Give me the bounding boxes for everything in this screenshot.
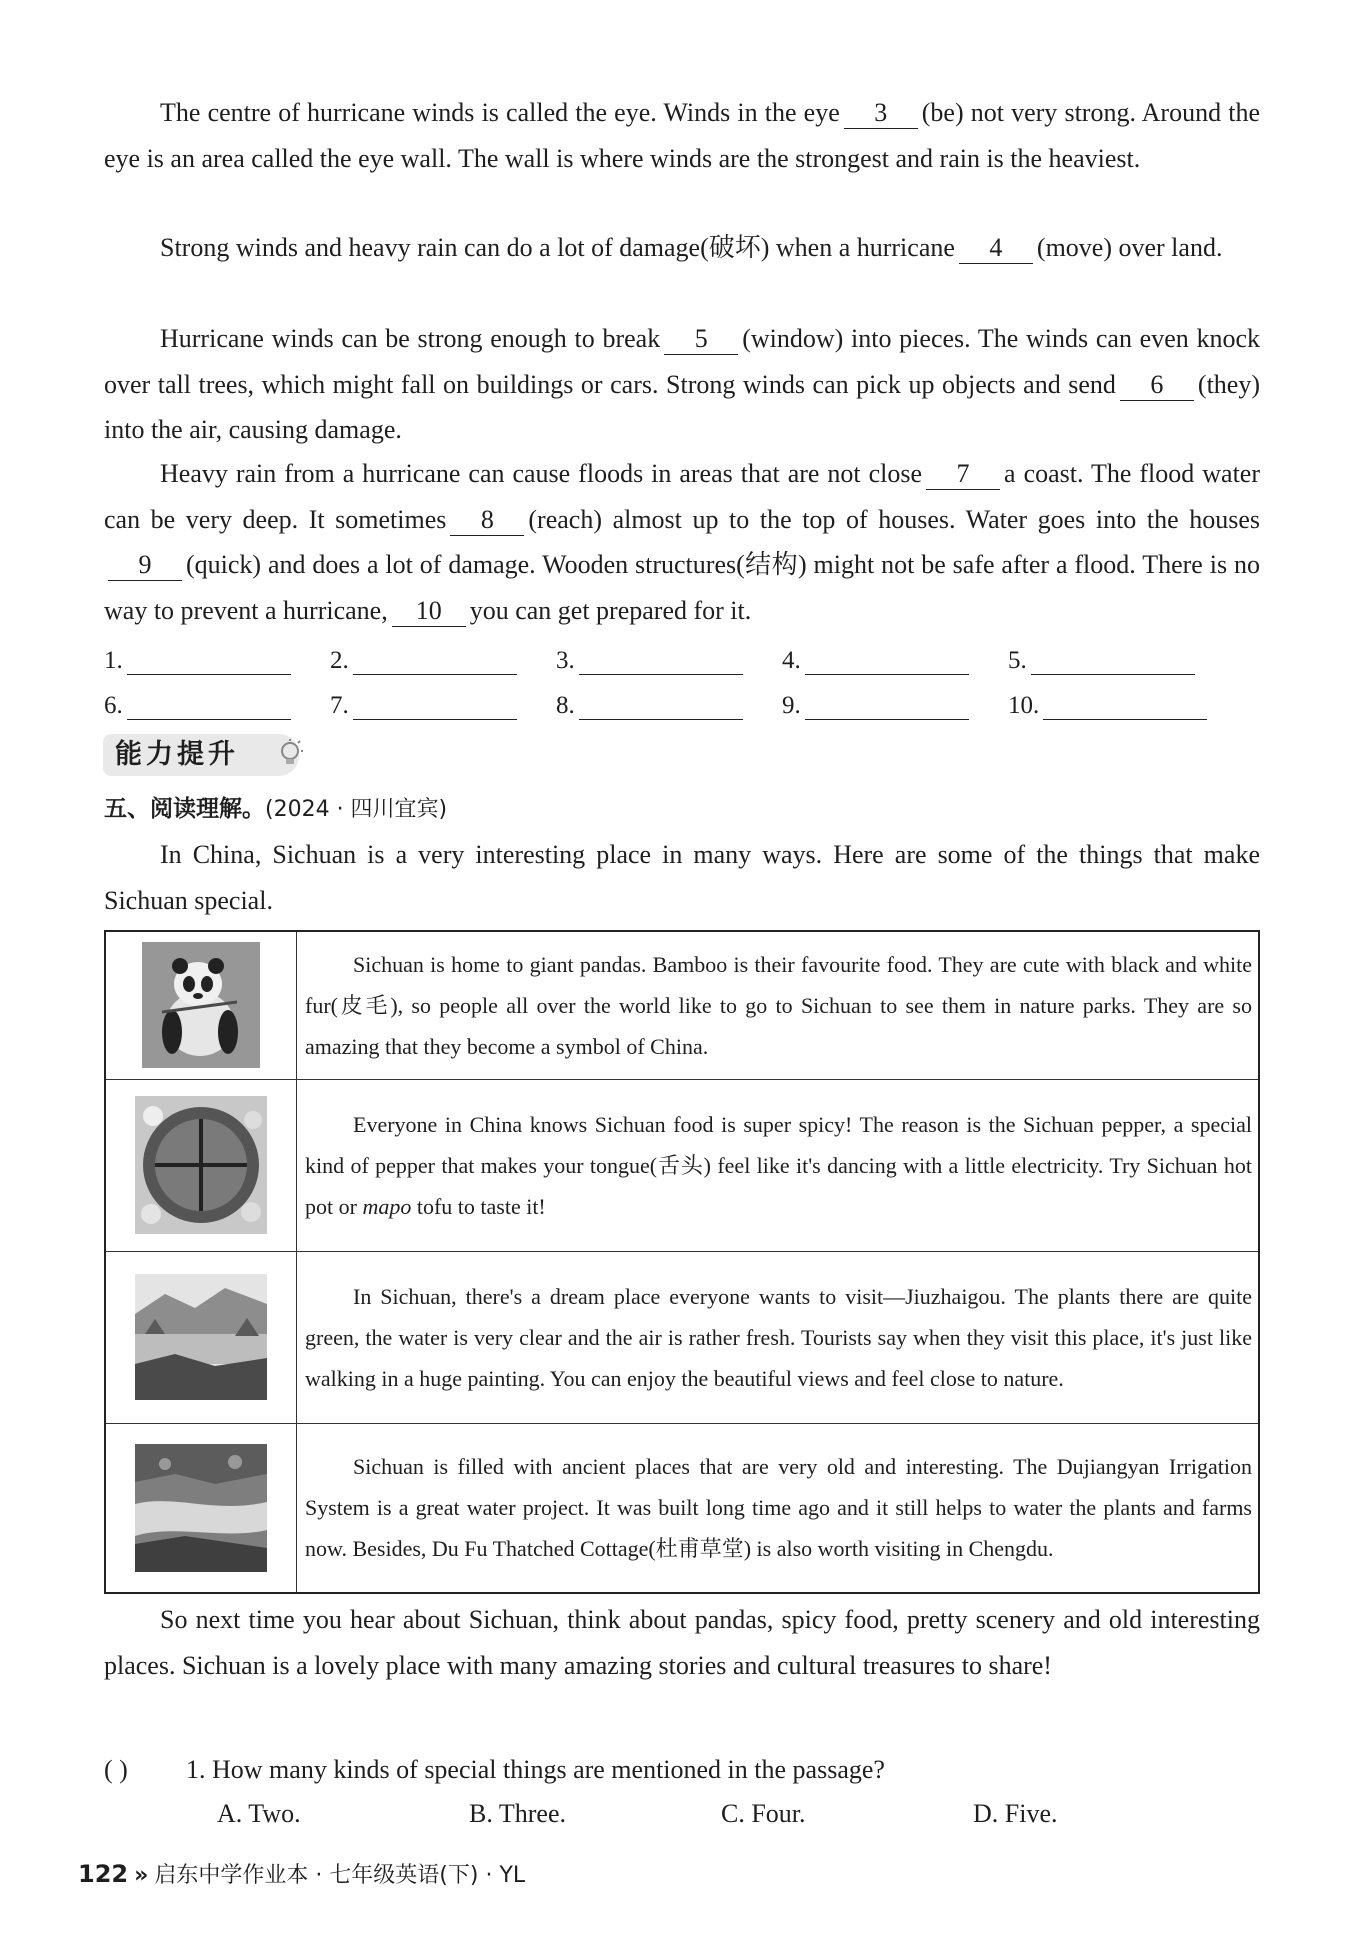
blank-3: 3 [844, 98, 918, 129]
option-d[interactable]: D. Five. [973, 1799, 1058, 1828]
cloze-paragraph-3 [104, 316, 1260, 453]
answer-line[interactable] [1043, 693, 1207, 720]
section-title [104, 790, 447, 823]
text: Hurricane winds can be strong enough to break [160, 324, 661, 353]
hot-pot-photo [135, 1096, 267, 1234]
answer-slot-10[interactable] [1008, 692, 1234, 720]
page-footer [78, 1858, 525, 1889]
question-1-options [217, 1799, 1225, 1829]
answer-slot-8[interactable] [556, 692, 782, 720]
answer-number: 9. [782, 692, 801, 719]
answer-line[interactable] [579, 693, 743, 720]
section-source: (2024 · 四川宜宾) [265, 797, 448, 822]
reading-conclusion [104, 1597, 1260, 1688]
blank-9: 9 [108, 550, 182, 581]
blank-8: 8 [450, 505, 524, 536]
answer-row-1 [104, 630, 1260, 675]
blank-5: 5 [664, 324, 738, 355]
text-cell [297, 1423, 1260, 1593]
section-badge-label: 能力提升 [115, 739, 239, 770]
table-row [105, 1251, 1259, 1423]
answer-line[interactable] [579, 648, 743, 675]
answer-number: 1. [104, 647, 123, 674]
option-a[interactable]: A. Two. [217, 1799, 301, 1828]
answer-slot-7[interactable] [330, 692, 556, 720]
answer-lines [104, 630, 1260, 720]
answer-slot-6[interactable] [104, 692, 330, 720]
answer-line[interactable] [805, 648, 969, 675]
text-cell [297, 1251, 1260, 1423]
text: Heavy rain from a hurricane can cause floods in areas that are not close [160, 459, 923, 488]
image-cell [105, 1423, 297, 1593]
image-cell [105, 931, 297, 1079]
dujiangyan-photo [135, 1444, 267, 1572]
answer-line[interactable] [1031, 648, 1195, 675]
text-cell [297, 931, 1260, 1079]
text: a coast. The flood water can be very deep. It sometimes [104, 459, 1260, 534]
question-text: 1. How many kinds of special things are mentioned in the passage? [186, 1755, 885, 1784]
answer-slot-3[interactable] [556, 647, 782, 675]
spicy-food-description-end: tofu to taste it! [416, 1193, 546, 1219]
cloze-paragraph-1 [104, 90, 1260, 181]
blank-10: 10 [392, 596, 466, 627]
answer-line[interactable] [805, 693, 969, 720]
answer-row-2 [104, 675, 1260, 720]
giant-panda-photo [142, 942, 260, 1068]
mapo-italic: mapo [362, 1193, 412, 1219]
blank-4: 4 [959, 233, 1033, 264]
answer-line[interactable] [353, 648, 517, 675]
page-number: 122 [78, 1860, 129, 1888]
image-cell [105, 1251, 297, 1423]
text: (be) not very strong. Around the eye is an area called the eye wall. The wall is where winds are the strongest and rain is the heaviest. [104, 98, 1260, 173]
answer-number: 3. [556, 647, 575, 674]
answer-number: 8. [556, 692, 575, 719]
text: So next time you hear about Sichuan, think about pandas, spicy food, pretty scenery and old interesting places. Sichuan is a lovely place with many amazing stories and cultural treasures to share! [104, 1605, 1260, 1680]
cloze-paragraph-4 [104, 451, 1260, 633]
section-title-text: 五、阅读理解。 [104, 796, 265, 822]
ancient-places-description: Sichuan is filled with ancient places that are very old and interesting. The Dujiangyan Irrigation System is a great water project. It was built long time ago and it still helps to water the plants and farms now. Besides, Du Fu Thatched Cottage(杜甫草堂) is also worth visiting in Chengdu. [305, 1454, 1252, 1562]
sichuan-info-table [104, 930, 1260, 1594]
answer-number: 4. [782, 647, 801, 674]
text: (move) over land. [1036, 233, 1223, 262]
text: (quick) and does a lot of damage. Wooden structures(结构) might not be safe after a flood. There is no way to prevent a hurricane, [104, 550, 1260, 625]
answer-slot-4[interactable] [782, 647, 1008, 675]
answer-number: 2. [330, 647, 349, 674]
panda-description: Sichuan is home to giant pandas. Bamboo is their favourite food. They are cute with black and white fur(皮毛), so people all over the world like to go to Sichuan to see them in nature parks. They are so amazing that they become a symbol of China. [305, 951, 1252, 1059]
text: you can get prepared for it. [469, 595, 752, 625]
reading-intro [104, 832, 1260, 923]
answer-number: 10. [1008, 692, 1040, 719]
option-b[interactable]: B. Three. [469, 1799, 566, 1828]
text: In China, Sichuan is a very interesting place in many ways. Here are some of the things that make Sichuan special. [104, 840, 1260, 915]
answer-number: 5. [1008, 647, 1027, 674]
table-row [105, 1423, 1259, 1593]
answer-slot-2[interactable] [330, 647, 556, 675]
answer-line[interactable] [127, 693, 291, 720]
double-chevron-right-icon: » [134, 1863, 149, 1888]
lightbulb-icon [275, 738, 305, 768]
answer-line[interactable] [353, 693, 517, 720]
answer-slot-5[interactable] [1008, 647, 1234, 675]
book-title: 启东中学作业本 · 七年级英语(下) · YL [154, 1863, 526, 1888]
image-cell [105, 1079, 297, 1251]
spicy-food-description: Everyone in China knows Sichuan food is super spicy! The reason is the Sichuan pepper, a special kind of pepper that makes your tongue(舌头) feel like it's dancing with a little electricity. Try Sichuan hot pot or [305, 1111, 1252, 1219]
blank-7: 7 [926, 459, 1000, 490]
answer-line[interactable] [127, 648, 291, 675]
text: The centre of hurricane winds is called the eye. Winds in the eye [160, 98, 840, 127]
answer-slot-9[interactable] [782, 692, 1008, 720]
jiuzhaigou-description: In Sichuan, there's a dream place everyone wants to visit—Jiuzhaigou. The plants there are quite green, the water is very clear and the air is rather fresh. Tourists say when they visit this place, it's just like walking in a huge painting. You can enjoy the beautiful views and feel close to nature. [305, 1283, 1252, 1391]
table-row [105, 1079, 1259, 1251]
option-c[interactable]: C. Four. [721, 1799, 806, 1828]
text: (window) into pieces. The winds can even knock over tall trees, which might fall on buildings or cars. Strong winds can pick up objects and send [104, 324, 1260, 399]
text-cell [297, 1079, 1260, 1251]
answer-paren[interactable]: ( ) [104, 1755, 128, 1784]
question-1 [104, 1755, 1260, 1785]
text: (reach) almost up to the top of houses. Water goes into the houses [528, 504, 1260, 534]
table-row [105, 931, 1259, 1079]
cloze-paragraph-2 [104, 225, 1260, 271]
answer-slot-1[interactable] [104, 647, 330, 675]
section-badge [103, 734, 299, 776]
text: Strong winds and heavy rain can do a lot of damage(破坏) when a hurricane [160, 233, 955, 262]
jiuzhaigou-photo [135, 1274, 267, 1400]
blank-6: 6 [1120, 370, 1194, 401]
answer-number: 6. [104, 692, 123, 719]
text: (they) into the air, causing damage. [104, 369, 1260, 444]
answer-number: 7. [330, 692, 349, 719]
